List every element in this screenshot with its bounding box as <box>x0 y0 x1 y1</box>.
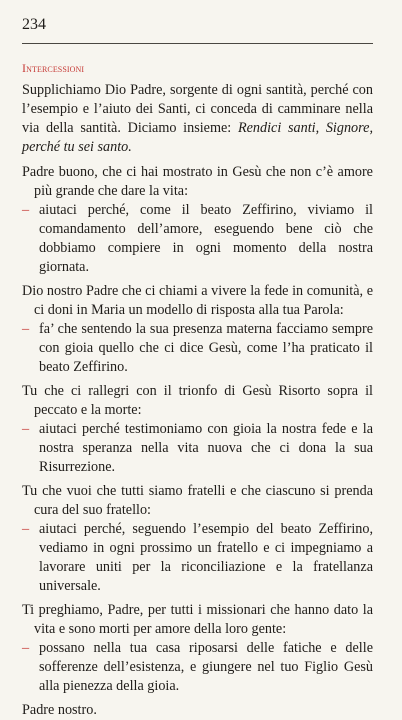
intercession-petition-1 <box>22 201 373 277</box>
page-number: 234 <box>22 16 46 33</box>
intercession-petition-4 <box>22 520 373 596</box>
intro-text: Supplichiamo Dio Padre, sorgente di ogni santità, perché con l’esempio e l’aiuto dei Santi, ci conceda di camminare nella via della santità. Diciamo insieme: <box>22 82 373 136</box>
intercession-block-1 <box>22 163 373 277</box>
intercession-block-4 <box>22 482 373 596</box>
petition-text-1: aiutaci perché, come il beato Zeffirino, viviamo il comandamento dell’amore, eseguendo bene ciò che dobbiamo compiere in ogni momento della nostra giornata. <box>39 202 373 275</box>
intercession-petition-3 <box>22 420 373 477</box>
intercession-petition-5 <box>22 639 373 696</box>
closing-line: Padre nostro. <box>22 702 97 718</box>
intro-paragraph <box>22 81 373 157</box>
petition-text-3: aiutaci perché testimoniamo con gioia la nostra fede e la nostra speranza nella vita nuova che ci dona la sua Risurrezione. <box>39 421 373 475</box>
prayer-text <box>22 81 373 720</box>
intercession-block-2 <box>22 282 373 377</box>
intercession-lead-2: Dio nostro Padre che ci chiami a vivere la fede in comunità, e ci doni in Maria un modello di risposta alla tua Parola: <box>22 283 373 318</box>
dash-marker-3: – <box>22 421 30 437</box>
dash-marker-2: – <box>22 321 30 337</box>
intercession-block-3 <box>22 382 373 477</box>
intercession-petition-2 <box>22 320 373 377</box>
intro-response: Rendici santi, Signore, perché tu sei santo. <box>22 120 373 155</box>
petition-text-2: fa’ che sentendo la sua presenza materna facciamo sempre con gioia quello che ci dice Gesù, come l’ha praticato il beato Zeffirino. <box>39 321 373 375</box>
section-title: Intercessioni <box>22 61 85 75</box>
petition-text-4: aiutaci perché, seguendo l’esempio del beato Zeffirino, vediamo in ogni prossimo un fratello e ci impegniamo a lavorare uniti per la riconciliazione e la fratellanza universale. <box>39 521 373 594</box>
page-header-rule <box>22 43 373 44</box>
dash-marker-5: – <box>22 640 30 656</box>
intercession-lead-5: Ti preghiamo, Padre, per tutti i missionari che hanno dato la vita e sono morti per amore della loro gente: <box>22 602 373 637</box>
dash-marker-4: – <box>22 521 30 537</box>
intercession-lead-4: Tu che vuoi che tutti siamo fratelli e che ciascuno si prenda cura del suo fratello: <box>22 483 373 518</box>
intercession-lead-3: Tu che ci rallegri con il trionfo di Gesù Risorto sopra il peccato e la morte: <box>22 383 373 418</box>
dash-marker-1: – <box>22 202 30 218</box>
petition-text-5: possano nella tua casa riposarsi delle fatiche e delle sofferenze dell’esistenza, e giungere nel tuo Figlio Gesù alla pienezza della gioia. <box>39 640 373 694</box>
intercession-lead-1: Padre buono, che ci hai mostrato in Gesù che non c’è amore più grande che dare la vita: <box>22 164 373 199</box>
intercession-block-5 <box>22 601 373 696</box>
